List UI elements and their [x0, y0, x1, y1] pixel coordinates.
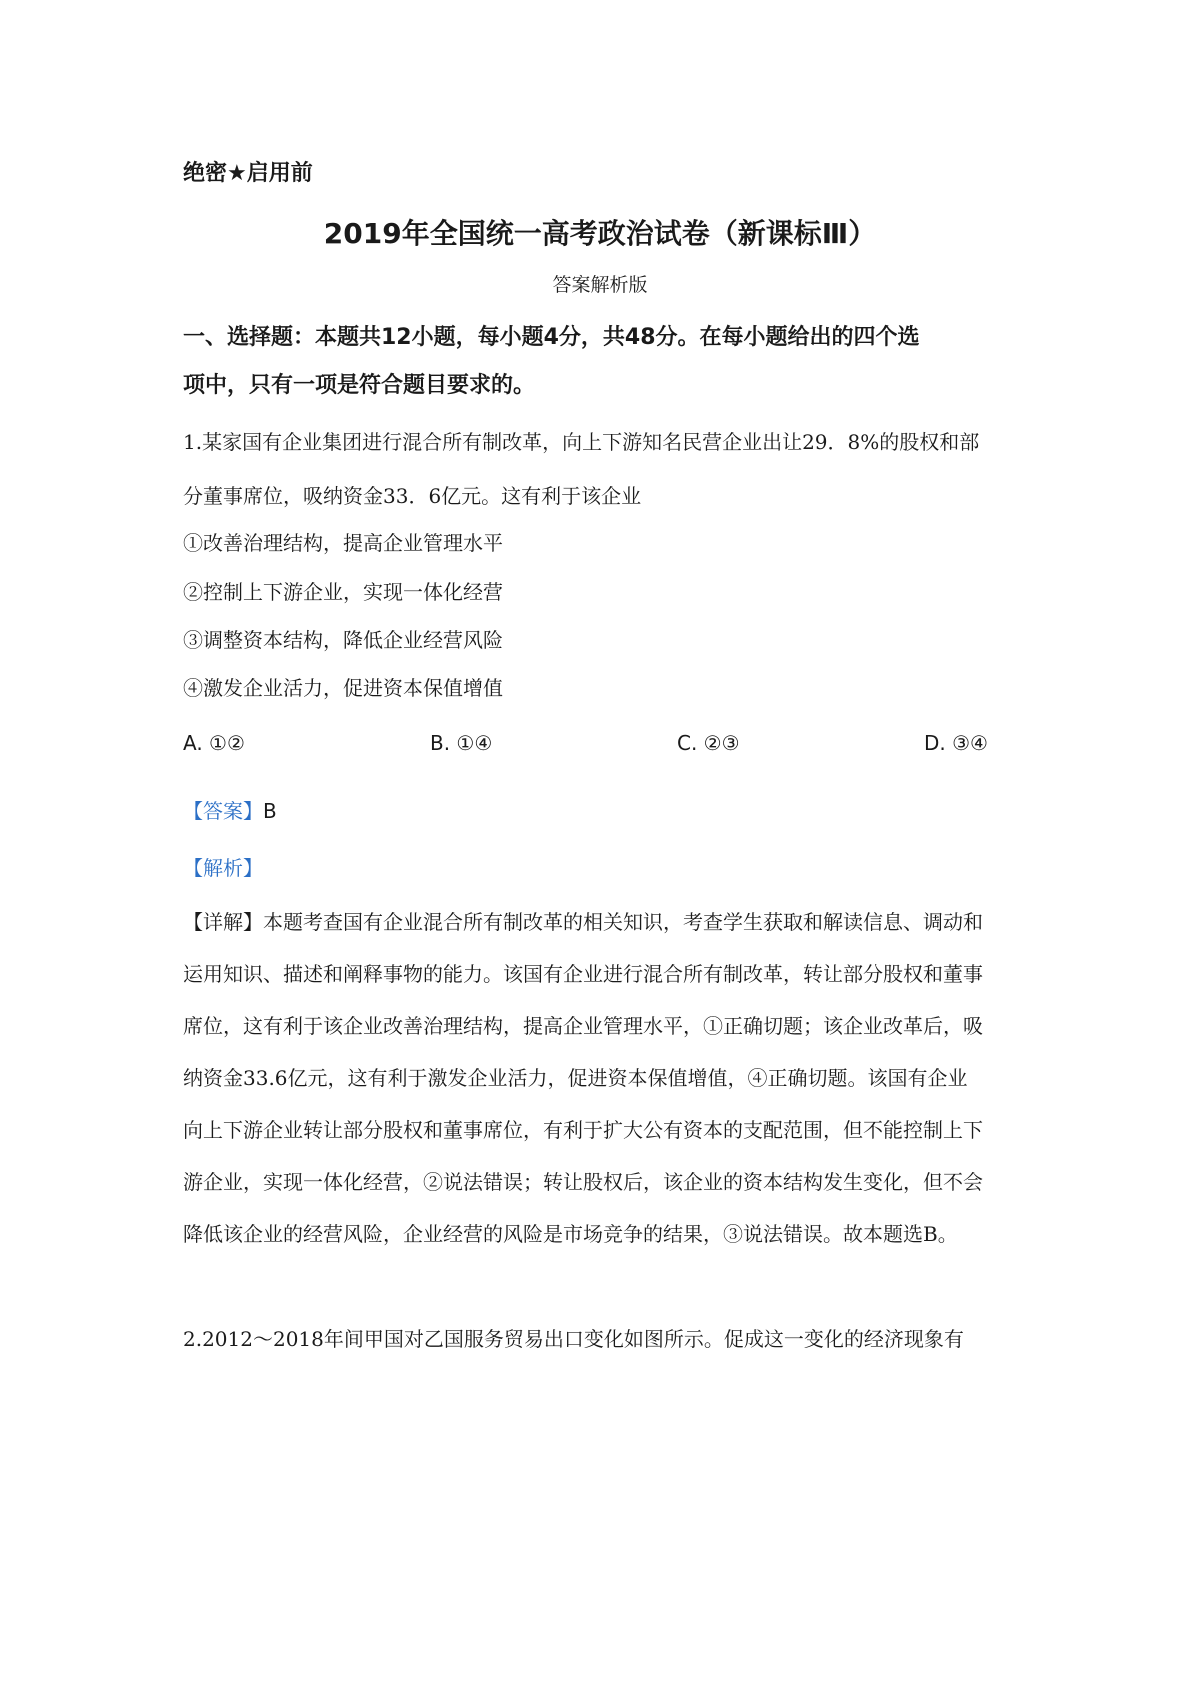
section-heading-line-2: 项中，只有一项是符合题目要求的。: [183, 373, 536, 398]
detail-line-3: 席位，这有利于该企业改善治理结构，提高企业管理水平，①正确切题；该企业改革后，吸: [183, 1014, 983, 1038]
choice-d: D. ③④: [924, 731, 988, 755]
question-1-statement-2: ②控制上下游企业，实现一体化经营: [183, 580, 503, 604]
question-1-statement-1: ①改善治理结构，提高企业管理水平: [183, 531, 503, 555]
choice-c: C. ②③: [677, 731, 740, 755]
question-1-statement-3: ③调整资本结构，降低企业经营风险: [183, 628, 503, 652]
answer-tag: 【答案】: [183, 799, 263, 823]
detail-line-7: 降低该企业的经营风险，企业经营的风险是市场竞争的结果，③说法错误。故本题选B。: [183, 1222, 958, 1246]
question-1-stem-line-2: 分董事席位，吸纳资金33．6亿元。这有利于该企业: [183, 484, 642, 508]
detail-explanation: [183, 896, 1023, 1260]
question-1-stem-line-1: 1.某家国有企业集团进行混合所有制改革，向上下游知名民营企业出让29．8%的股权和部: [183, 430, 980, 454]
section-heading-line-1: 一、选择题：本题共12小题，每小题4分，共48分。在每小题给出的四个选: [183, 325, 920, 350]
choice-a: A. ①②: [183, 731, 245, 755]
confidential-label: 绝密★启用前: [183, 161, 313, 186]
answer-value: B: [263, 799, 277, 823]
question-2-stem: 2.2012～2018年间甲国对乙国服务贸易出口变化如图所示。促成这一变化的经济现象有: [183, 1327, 964, 1351]
choice-b: B. ①④: [430, 731, 493, 755]
detail-line-5: 向上下游企业转让部分股权和董事席位，有利于扩大公有资本的支配范围，但不能控制上下: [183, 1118, 983, 1142]
answer-line: [183, 795, 1023, 824]
analysis-tag: 【解析】: [183, 856, 263, 880]
page-title: 2019年全国统一高考政治试卷（新课标Ⅲ）: [323, 217, 877, 250]
detail-line-1: 【详解】本题考查国有企业混合所有制改革的相关知识，考查学生获取和解读信息、调动和: [183, 910, 983, 934]
detail-line-2: 运用知识、描述和阐释事物的能力。该国有企业进行混合所有制改革，转让部分股权和董事: [183, 962, 983, 986]
page-subtitle: 答案解析版: [552, 274, 648, 296]
detail-line-6: 游企业，实现一体化经营，②说法错误；转让股权后，该企业的资本结构发生变化，但不会: [183, 1170, 983, 1194]
question-1-statement-4: ④激发企业活力，促进资本保值增值: [183, 676, 503, 700]
detail-line-4: 纳资金33.6亿元，这有利于激发企业活力，促进资本保值增值，④正确切题。该国有企业: [183, 1066, 968, 1090]
